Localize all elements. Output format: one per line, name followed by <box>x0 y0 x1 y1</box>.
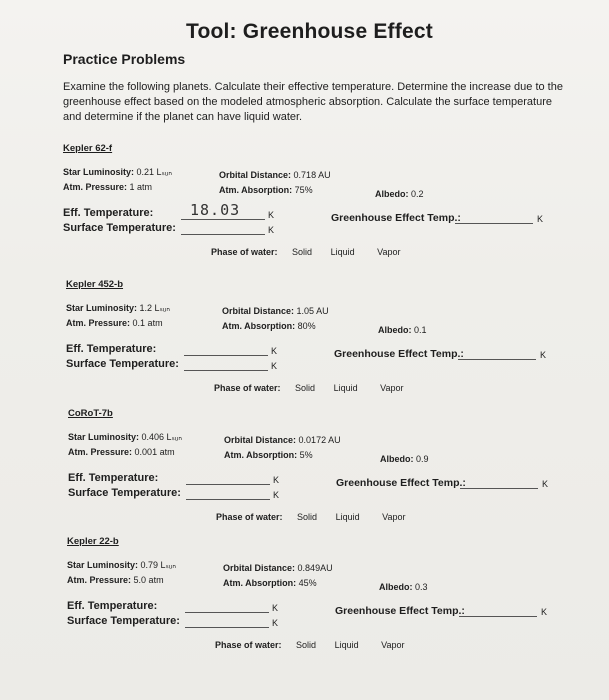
orbital-distance: Orbital Distance: 0.718 AU <box>219 170 331 180</box>
eff-temperature-label: Eff. Temperature: <box>66 343 157 355</box>
greenhouse-temp-line[interactable] <box>455 223 533 224</box>
surface-temperature-unit: K <box>273 490 280 500</box>
page-title: Tool: Greenhouse Effect <box>186 20 433 43</box>
phase-label: Phase of water: <box>214 383 281 393</box>
albedo: Albedo: 0.3 <box>379 582 428 592</box>
star-luminosity: Star Luminosity: 1.2 Lₛᵤₙ <box>66 303 170 313</box>
surface-temperature-line[interactable] <box>185 627 269 628</box>
surface-temperature-unit: K <box>271 361 278 371</box>
surface-temperature-label: Surface Temperature: <box>68 487 181 499</box>
atm-absorption: Atm. Absorption: 75% <box>219 185 313 195</box>
star-luminosity: Star Luminosity: 0.21 Lₛᵤₙ <box>63 167 172 177</box>
eff-temperature-unit: K <box>268 210 275 220</box>
star-luminosity: Star Luminosity: 0.79 Lₛᵤₙ <box>67 560 176 570</box>
greenhouse-temp-line[interactable] <box>460 488 538 489</box>
surface-temperature-label: Surface Temperature: <box>67 615 180 627</box>
phase-vapor-option[interactable]: Vapor <box>380 383 404 393</box>
surface-temperature-unit: K <box>272 618 279 628</box>
eff-temperature-label: Eff. Temperature: <box>67 600 158 612</box>
atm-absorption: Atm. Absorption: 80% <box>222 321 316 331</box>
eff-temperature-line[interactable] <box>186 484 270 485</box>
surface-temperature-unit: K <box>268 225 275 235</box>
planet-name: Kepler 22-b <box>67 536 119 547</box>
eff-temperature-answer[interactable]: 18.03 <box>190 201 241 219</box>
surface-temperature-line[interactable] <box>181 234 265 235</box>
atm-pressure: Atm. Pressure: 5.0 atm <box>67 575 164 585</box>
instructions-text: Examine the following planets. Calculate their effective temperature. Determine the increase due to the greenhouse effect based on the modeled atmospheric absorption. Calculate the surface temperature and determine if the planet can have liquid water. <box>63 81 563 123</box>
phase-solid-option[interactable]: Solid <box>296 640 317 650</box>
phase-liquid-option[interactable]: Liquid <box>334 640 359 650</box>
planet-name: Kepler 62-f <box>63 143 113 154</box>
phase-liquid-option[interactable]: Liquid <box>333 383 358 393</box>
surface-temperature-label: Surface Temperature: <box>66 358 179 370</box>
phase-label: Phase of water: <box>216 512 283 522</box>
phase-vapor-option[interactable]: Vapor <box>382 512 406 522</box>
surface-temperature-line[interactable] <box>186 499 270 500</box>
eff-temperature-unit: K <box>273 475 280 485</box>
atm-pressure: Atm. Pressure: 0.1 atm <box>66 318 163 328</box>
atm-pressure: Atm. Pressure: 0.001 atm <box>68 447 175 457</box>
phase-of-water-row <box>214 383 403 393</box>
phase-solid-option[interactable]: Solid <box>295 383 316 393</box>
eff-temperature-unit: K <box>271 346 278 356</box>
albedo: Albedo: 0.2 <box>375 189 424 199</box>
phase-vapor-option[interactable]: Vapor <box>381 640 405 650</box>
greenhouse-temp-unit: K <box>541 607 548 617</box>
albedo: Albedo: 0.9 <box>380 454 429 464</box>
eff-temperature-unit: K <box>272 603 279 613</box>
atm-absorption: Atm. Absorption: 45% <box>223 578 317 588</box>
orbital-distance: Orbital Distance: 0.0172 AU <box>224 435 341 445</box>
eff-temperature-line[interactable] <box>185 612 269 613</box>
greenhouse-temp-line[interactable] <box>459 616 537 617</box>
surface-temperature-label: Surface Temperature: <box>63 222 176 234</box>
greenhouse-temp-unit: K <box>537 214 544 224</box>
phase-liquid-option[interactable]: Liquid <box>335 512 360 522</box>
greenhouse-temp-unit: K <box>540 350 547 360</box>
greenhouse-temp-label: Greenhouse Effect Temp.: <box>336 477 466 489</box>
greenhouse-temp-unit: K <box>542 479 549 489</box>
section-heading: Practice Problems <box>63 51 186 67</box>
greenhouse-temp-label: Greenhouse Effect Temp.: <box>334 348 464 360</box>
greenhouse-temp-label: Greenhouse Effect Temp.: <box>331 212 461 224</box>
eff-temperature-label: Eff. Temperature: <box>68 472 159 484</box>
phase-of-water-row <box>216 512 405 522</box>
planet-name: CoRoT-7b <box>68 408 113 419</box>
phase-label: Phase of water: <box>215 640 282 650</box>
phase-of-water-row <box>215 640 404 650</box>
atm-pressure: Atm. Pressure: 1 atm <box>63 182 153 192</box>
greenhouse-temp-label: Greenhouse Effect Temp.: <box>335 605 465 617</box>
atm-absorption: Atm. Absorption: 5% <box>224 450 313 460</box>
greenhouse-temp-line[interactable] <box>458 359 536 360</box>
eff-temperature-label: Eff. Temperature: <box>63 207 154 219</box>
phase-solid-option[interactable]: Solid <box>292 247 313 257</box>
albedo: Albedo: 0.1 <box>378 325 427 335</box>
star-luminosity: Star Luminosity: 0.406 Lₛᵤₙ <box>68 432 182 442</box>
phase-label: Phase of water: <box>211 247 278 257</box>
eff-temperature-line[interactable] <box>184 355 268 356</box>
phase-vapor-option[interactable]: Vapor <box>377 247 401 257</box>
phase-solid-option[interactable]: Solid <box>297 512 318 522</box>
phase-liquid-option[interactable]: Liquid <box>330 247 355 257</box>
orbital-distance: Orbital Distance: 0.849AU <box>223 563 333 573</box>
planet-name: Kepler 452-b <box>66 279 124 290</box>
phase-of-water-row <box>211 247 400 257</box>
orbital-distance: Orbital Distance: 1.05 AU <box>222 306 329 316</box>
surface-temperature-line[interactable] <box>184 370 268 371</box>
eff-temperature-line[interactable] <box>181 219 265 220</box>
